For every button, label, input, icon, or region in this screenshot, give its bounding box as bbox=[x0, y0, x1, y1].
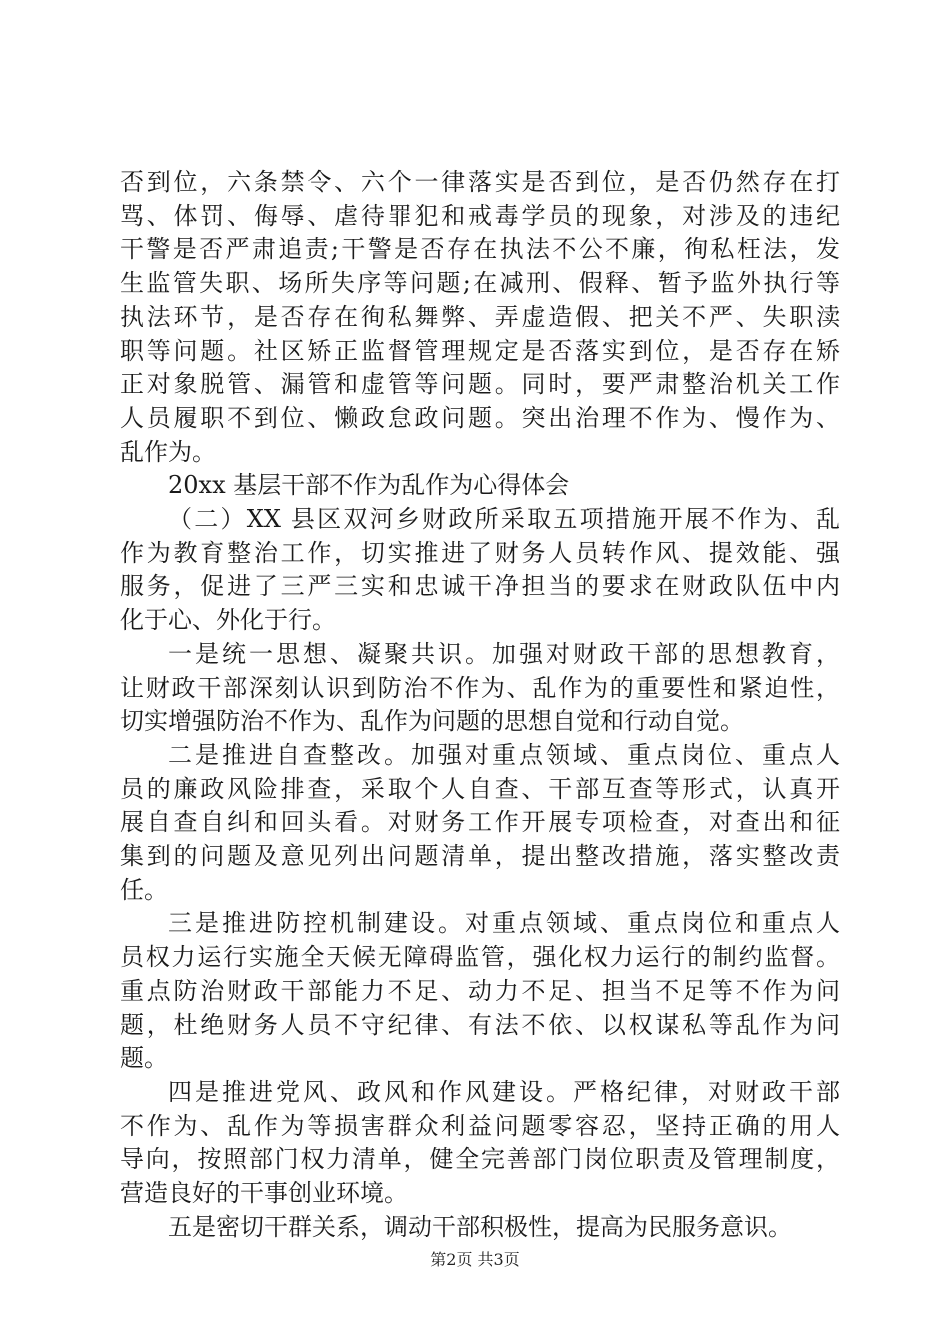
body-line: 切实增强防治不作为、乱作为问题的思想自觉和行动自觉。 bbox=[120, 707, 744, 736]
body-line: 集到的问题及意见列出问题清单，提出整改措施，落实整改责 bbox=[120, 842, 840, 870]
paragraph-first-line: 五是密切干群关系，调动干部积极性，提高为民服务意识。 bbox=[168, 1212, 792, 1241]
body-line: 员权力运行实施全天候无障碍监管，强化权力运行的制约监督。 bbox=[120, 943, 840, 972]
body-line: 人员履职不到位、懒政怠政问题。突出治理不作为、慢作为、 bbox=[120, 403, 840, 432]
body-line: 员的廉政风险排查，采取个人自查、干部互查等形式，认真开 bbox=[120, 774, 840, 803]
body-line: 生监管失职、场所失序等问题;在减刑、假释、暂予监外执行等 bbox=[120, 269, 840, 298]
body-line: 骂、体罚、侮辱、虐待罪犯和戒毒学员的现象，对涉及的违纪 bbox=[120, 201, 840, 230]
paragraph-first-line: （二）XX 县区双河乡财政所采取五项措施开展不作为、乱 bbox=[168, 505, 840, 533]
body-line: 题。 bbox=[120, 1044, 168, 1073]
paragraph-first-line: 二是推进自查整改。加强对重点领域、重点岗位、重点人 bbox=[168, 740, 840, 769]
body-line: 展自查自纠和回头看。对财务工作开展专项检查，对查出和征 bbox=[120, 808, 840, 837]
body-line: 不作为、乱作为等损害群众利益问题零容忍，坚持正确的用人 bbox=[120, 1111, 840, 1140]
body-line: 化于心、外化于行。 bbox=[120, 606, 336, 635]
section-heading: 20xx 基层干部不作为乱作为心得体会 bbox=[168, 471, 570, 500]
body-line: 让财政干部深刻认识到防治不作为、乱作为的重要性和紧迫性， bbox=[120, 673, 840, 702]
body-line: 题，杜绝财务人员不守纪律、有法不依、以权谋私等乱作为问 bbox=[120, 1010, 840, 1039]
body-line: 作为教育整治工作，切实推进了财务人员转作风、提效能、强 bbox=[120, 538, 840, 567]
body-line: 重点防治财政干部能力不足、动力不足、担当不足等不作为问 bbox=[120, 976, 840, 1005]
body-line: 职等问题。社区矫正监督管理规定是否落实到位，是否存在矫 bbox=[120, 336, 840, 365]
body-line: 执法环节，是否存在徇私舞弊、弄虚造假、把关不严、失职渎 bbox=[120, 302, 840, 331]
body-line: 营造良好的干事创业环境。 bbox=[120, 1179, 408, 1207]
body-line: 否到位，六条禁令、六个一律落实是否到位，是否仍然存在打 bbox=[120, 168, 840, 196]
page-number-footer: 第2页 共3页 bbox=[430, 1250, 520, 1269]
body-line: 服务，促进了三严三实和忠诚干净担当的要求在财政队伍中内 bbox=[120, 572, 840, 601]
paragraph-first-line: 一是统一思想、凝聚共识。加强对财政干部的思想教育， bbox=[168, 639, 840, 668]
body-line: 任。 bbox=[120, 875, 168, 904]
paragraph-first-line: 三是推进防控机制建设。对重点领域、重点岗位和重点人 bbox=[168, 909, 840, 938]
body-line: 干警是否严肃追责;干警是否存在执法不公不廉，徇私枉法，发 bbox=[120, 235, 840, 264]
body-line: 乱作为。 bbox=[120, 437, 216, 466]
body-line: 导向，按照部门权力清单，健全完善部门岗位职责及管理制度， bbox=[120, 1145, 840, 1174]
body-line: 正对象脱管、漏管和虚管等问题。同时，要严肃整治机关工作 bbox=[120, 370, 840, 399]
paragraph-first-line: 四是推进党风、政风和作风建设。严格纪律，对财政干部 bbox=[168, 1077, 840, 1106]
